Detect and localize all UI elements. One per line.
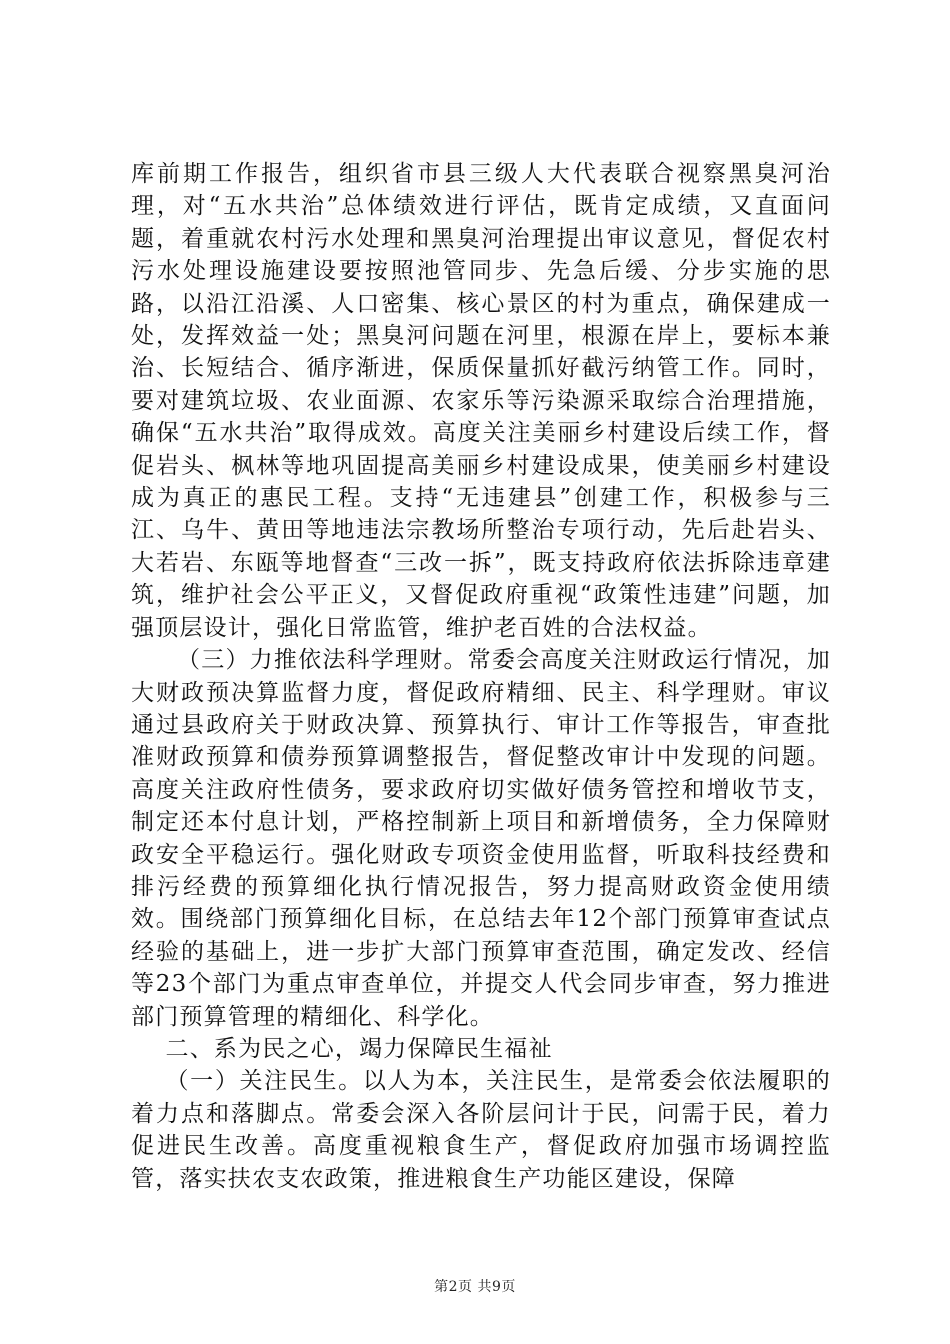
- document-body: [131, 158, 831, 1195]
- page-footer: 第2页 共9页: [434, 1279, 516, 1295]
- paragraph-section-three: （三）力推依法科学理财。常委会高度关注财政运行情况，加大财政预决算监督力度，督促政府精细、民主、科学理财。审议通过县政府关于财政决算、预算执行、审计工作等报告，审查批准财政预算和债券预算调整报告，督促整改审计中发现的问题。高度关注政府性债务，要求政府切实做好债务管控和增收节支，制定还本付息计划，严格控制新上项目和新增债务，全力保障财政安全平稳运行。强化财政专项资金使用监督，听取科技经费和排污经费的预算细化执行情况报告，努力提高财政资金使用绩效。围绕部门预算细化目标，在总结去年12个部门预算审查试点经验的基础上，进一步扩大部门预算审查范围，确定发改、经信等23个部门为重点审查单位，并提交人代会同步审查，努力推进部门预算管理的精细化、科学化。: [131, 647, 831, 1030]
- section-heading-two: 二、系为民之心，竭力保障民生福祉: [165, 1035, 553, 1062]
- paragraph-continued: 库前期工作报告，组织省市县三级人大代表联合视察黑臭河治理，对“五水共治”总体绩效进行评估，既肯定成绩，又直面问题，着重就农村污水处理和黑臭河治理提出审议意见，督促农村污水处理设施建设要按照池管同步、先急后缓、分步实施的思路，以沿江沿溪、人口密集、核心景区的村为重点，确保建成一处，发挥效益一处；黑臭河问题在河里，根源在岸上，要标本兼治、长短结合、循序渐进，保质保量抓好截污纳管工作。同时，要对建筑垃圾、农业面源、农家乐等污染源采取综合治理措施，确保“五水共治”取得成效。高度关注美丽乡村建设后续工作，督促岩头、枫林等地巩固提高美丽乡村建设成果，使美丽乡村建设成为真正的惠民工程。支持“无违建县”创建工作，积极参与三江、乌牛、黄田等地违法宗教场所整治专项行动，先后赴岩头、大若岩、东瓯等地督查“三改一拆”，既支持政府依法拆除违章建筑，维护社会公平正义，又督促政府重视“政策性违建”问题，加强顶层设计，强化日常监管，维护老百姓的合法权益。: [131, 161, 831, 641]
- paragraph-section-one: （一）关注民生。以人为本，关注民生，是常委会依法履职的着力点和落脚点。常委会深入各阶层问计于民，问需于民，着力促进民生改善。高度重视粮食生产，督促政府加强市场调控监管，落实扶农支农政策，推进粮食生产功能区建设，保障: [131, 1068, 831, 1192]
